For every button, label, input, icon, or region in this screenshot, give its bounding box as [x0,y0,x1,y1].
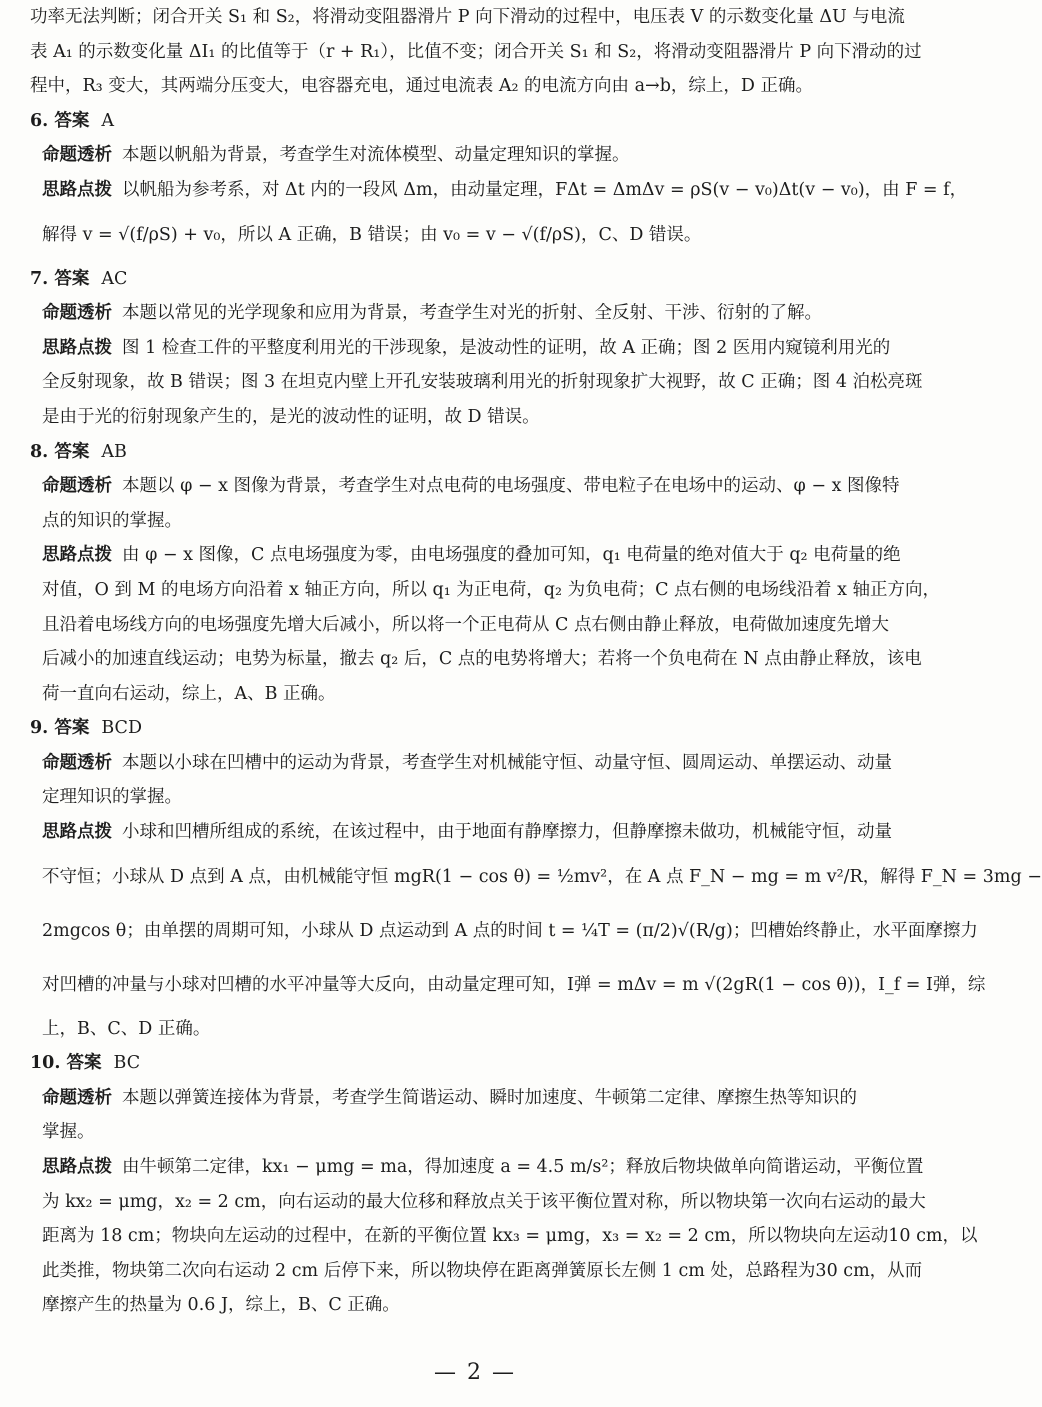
answer-label: 答案 [54,718,90,739]
page-number: — 2 — [434,1360,516,1385]
answer-heading [30,711,928,746]
answer-value: AC [101,268,128,289]
intent-label: 命题透析 [42,1087,112,1108]
intent-line [30,746,928,781]
hint-line: 解得 v = √(f/ρS) + v₀，所以 A 正确，B 错误；由 v₀ = v − √(f/ρS)，C、D 错误。 [42,224,702,245]
answer-label: 答案 [54,441,90,462]
hint-line: 上，B、C、D 正确。 [42,1018,211,1039]
hint-line: 对凹槽的冲量与小球对凹槽的水平冲量等大反向，由动量定理可知，I弹 = mΔv = m √(2gR(1 − cos θ))，I_f = I弹，综 [42,974,986,995]
hint-line: 是由于光的衍射现象产生的，是光的波动性的证明，故 D 错误。 [42,406,540,427]
text-line: 程中，R₃ 变大，其两端分压变大，电容器充电，通过电流表 A₂ 的电流方向由 a→b，综上，D 正确。 [30,76,813,97]
hint-label: 思路点拨 [42,337,112,358]
question-6 [30,104,968,262]
text-line: 功率无法判断；闭合开关 S₁ 和 S₂，将滑动变阻器滑片 P 向下滑动的过程中，电压表 V 的示数变化量 ΔU 与电流 [30,7,905,27]
answer-value: BCD [101,718,142,739]
hint-line [30,173,968,208]
hint-line: 2mgcos θ；由单摆的周期可知，小球从 D 点运动到 A 点的时间 t = ¼T = (π/2)√(R/g)；凹槽始终静止，水平面摩擦力 [42,920,978,941]
hint-line [30,331,928,366]
intent-text: 本题以 φ − x 图像为背景，考查学生对点电荷的电场强度、带电粒子在电场中的运动、φ − x 图像特 [122,476,900,497]
text-line: 表 A₁ 的示数变化量 ΔI₁ 的比值等于（r + R₁），比值不变；闭合开关 S₁ 和 S₂，将滑动变阻器滑片 P 向下滑动的过 [30,41,922,62]
question-10 [30,1046,978,1323]
answer-heading [30,262,928,297]
answer-value: AB [101,441,127,462]
answer-heading [30,435,928,470]
intent-text: 本题以弹簧连接体为背景，考查学生简谐运动、瞬时加速度、牛顿第二定律、摩擦生热等知识的 [122,1087,857,1108]
intent-line: 定理知识的掌握。 [42,787,182,808]
intent-line: 掌握。 [42,1122,95,1143]
answer-label: 答案 [54,110,90,131]
question-7 [30,262,928,435]
answer-label: 答案 [66,1053,102,1074]
hint-line: 此类推，物块第二次向右运动 2 cm 后停下来，所以物块停在距离弹簧原长左侧 1 cm 处，总路程为30 cm，从而 [42,1260,923,1281]
hint-text: 小球和凹槽所组成的系统，在该过程中，由于地面有静摩擦力，但静摩擦未做功，机械能守恒，动量 [122,822,892,843]
continuation-block [30,0,928,104]
question-8 [30,435,941,712]
question-9 [30,711,1042,1046]
answer-label: 答案 [54,268,90,289]
intent-line [30,296,928,331]
hint-line [30,815,928,850]
answer-value: BC [113,1053,141,1074]
answer-heading [30,1046,928,1081]
answer-value: A [101,110,115,131]
intent-label: 命题透析 [42,752,112,773]
hint-line: 后减小的加速直线运动；电势为标量，撤去 q₂ 后，C 点的电势将增大；若将一个负电荷在 N 点由静止释放，该电 [42,649,922,670]
intent-line [30,469,928,504]
intent-line [30,138,928,173]
intent-line [30,1081,928,1116]
hint-label: 思路点拨 [42,822,112,843]
hint-line: 摩擦产生的热量为 0.6 J，综上，B、C 正确。 [42,1295,400,1316]
hint-label: 思路点拨 [42,179,112,200]
question-number: 7. [30,268,49,289]
intent-label: 命题透析 [42,476,112,497]
question-number: 6. [30,110,49,131]
intent-text: 本题以帆船为背景，考查学生对流体模型、动量定理知识的掌握。 [122,145,630,166]
intent-label: 命题透析 [42,303,112,324]
hint-text: 图 1 检查工件的平整度利用光的干涉现象，是波动性的证明，故 A 正确；图 2 医用内窥镜利用光的 [122,337,891,358]
hint-label: 思路点拨 [42,545,112,566]
question-number: 10. [30,1053,61,1074]
hint-line: 对值，O 到 M 的电场方向沿着 x 轴正方向，所以 q₁ 为正电荷，q₂ 为负电荷；C 点右侧的电场线沿着 x 轴正方向， [42,579,941,600]
hint-text: 由 φ − x 图像，C 点电场强度为零，由电场强度的叠加可知，q₁ 电荷量的绝对值大于 q₂ 电荷量的绝 [122,545,901,566]
hint-text: 以帆船为参考系，对 Δt 内的一段风 Δm，由动量定理，FΔt = ΔmΔv = ρS(v − v₀)Δt(v − v₀)，由 F = f， [122,179,968,200]
hint-label: 思路点拨 [42,1157,112,1178]
hint-line: 全反射现象，故 B 错误；图 3 在坦克内壁上开孔安装玻璃利用光的折射现象扩大视野，故 C 正确；图 4 泊松亮斑 [42,372,923,393]
hint-line: 荷一直向右运动，综上，A、B 正确。 [42,683,336,704]
hint-line [30,1150,928,1185]
intent-label: 命题透析 [42,145,112,166]
intent-text: 本题以常见的光学现象和应用为背景，考查学生对光的折射、全反射、干涉、衍射的了解。 [122,303,822,324]
answer-heading [30,104,928,139]
hint-line: 为 kx₂ = μmg，x₂ = 2 cm，向右运动的最大位移和释放点关于该平衡位置对称，所以物块第一次向右运动的最大 [42,1191,926,1212]
hint-line: 且沿着电场线方向的电场强度先增大后减小，所以将一个正电荷从 C 点右侧由静止释放，电荷做加速度先增大 [42,614,890,635]
hint-line: 距离为 18 cm；物块向左运动的过程中，在新的平衡位置 kx₃ = μmg，x₃ = x₂ = 2 cm，所以物块向左运动10 cm，以 [42,1226,978,1247]
question-number: 8. [30,441,49,462]
hint-line: 不守恒；小球从 D 点到 A 点，由机械能守恒 mgR(1 − cos θ) = ½mv²，在 A 点 F_N − mg = m v²/R，解得 F_N = 3mg − [42,866,1042,887]
intent-text: 本题以小球在凹槽中的运动为背景，考查学生对机械能守恒、动量守恒、圆周运动、单摆运动、动量 [122,752,892,773]
question-number: 9. [30,718,49,739]
hint-text: 由牛顿第二定律，kx₁ − μmg = ma，得加速度 a = 4.5 m/s²；释放后物块做单向简谐运动，平衡位置 [122,1157,924,1178]
hint-line [30,538,928,573]
intent-line: 点的知识的掌握。 [42,510,182,531]
